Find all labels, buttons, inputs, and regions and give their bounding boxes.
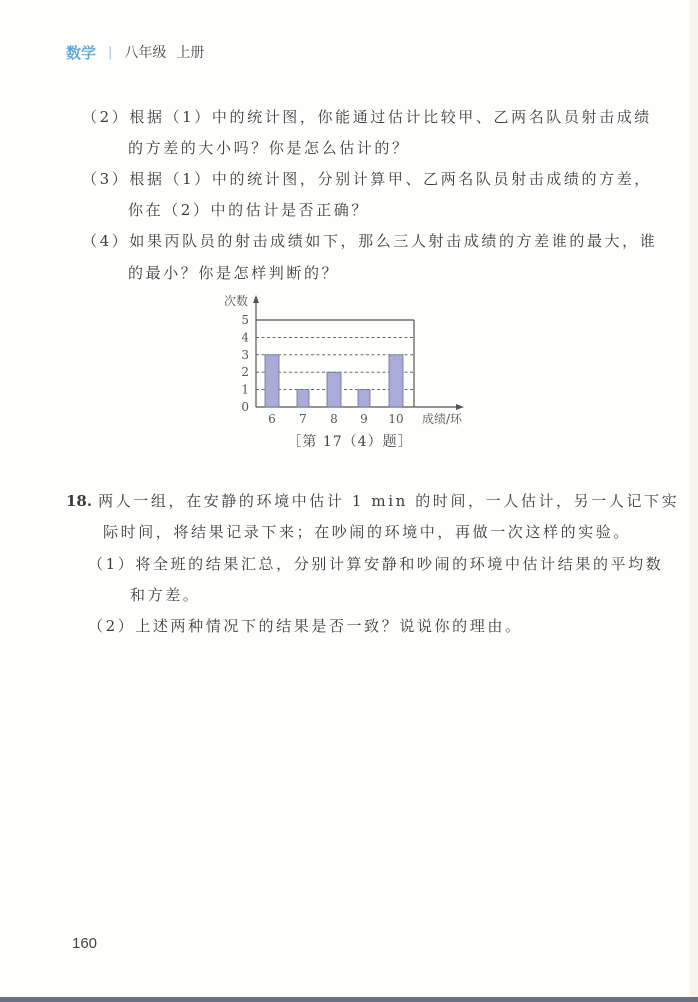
q18-2-line1: （2）上述两种情况下的结果是否一致？说说你的理由。 [88,617,523,635]
volume-label: 上册 [176,45,205,61]
q17-3-line2: 你在（2）中的估计是否正确？ [128,201,369,219]
q17-4-line1: （4）如果丙队员的射击成绩如下，那么三人射击成绩的方差谁的最大，谁 [82,232,658,250]
bar-6 [265,355,279,407]
bar-9 [358,390,370,407]
svg-text:4: 4 [241,330,249,345]
q17-2-line2: 的方差的大小吗？你是怎么估计的？ [128,139,410,157]
figure-caption: ［第 17（4）题］ [287,434,413,450]
q17-2-line1: （2）根据（1）中的统计图，你能通过估计比较甲、乙两名队员射击成绩 [82,108,652,126]
svg-text:6: 6 [268,412,276,426]
svg-text:3: 3 [241,347,249,362]
svg-text:2: 2 [241,365,249,380]
problem-number: 18. [66,492,93,510]
y-axis-label: 次数 [224,294,249,308]
bar-8 [327,372,341,407]
svg-text:1: 1 [241,382,249,397]
running-header [66,40,204,64]
svg-text:7: 7 [299,412,307,426]
x-axis-label: 成绩/环 [422,412,463,426]
q18-text-line1: 两人一组，在安静的环境中估计 1 min 的时间，一人估计，另一人记下实 [98,492,680,510]
q17-3-line1: （3）根据（1）中的统计图，分别计算甲、乙两名队员射击成绩的方差， [82,170,652,188]
page-number: 160 [72,935,98,952]
bar-chart [200,285,500,430]
q18-1-line2: 和方差。 [130,586,201,604]
svg-text:8: 8 [330,412,338,426]
q18-line1 [66,490,679,511]
grade-label: 八年级 [124,45,167,61]
scan-bottom-edge [0,997,698,1002]
q18-1-line1: （1）将全班的结果汇总，分别计算安静和吵闹的环境中估计结果的平均数 [88,555,664,573]
q18-line2: 际时间，将结果记录下来；在吵闹的环境中，再做一次这样的实验。 [103,523,632,541]
y-axis-arrow-icon [253,295,259,303]
x-axis-arrow-icon [456,404,464,410]
svg-text:9: 9 [360,412,368,426]
svg-text:10: 10 [388,412,404,426]
header-separator: | [108,44,113,60]
bar-7 [297,390,309,407]
bar-10 [389,355,403,407]
svg-text:0: 0 [241,400,249,414]
bar-chart-figure [200,285,500,455]
page-edge [690,0,698,1002]
q17-4-line2: 的最小？你是怎样判断的？ [128,264,340,282]
svg-text:5: 5 [241,313,249,327]
subject-label: 数学 [66,43,97,62]
